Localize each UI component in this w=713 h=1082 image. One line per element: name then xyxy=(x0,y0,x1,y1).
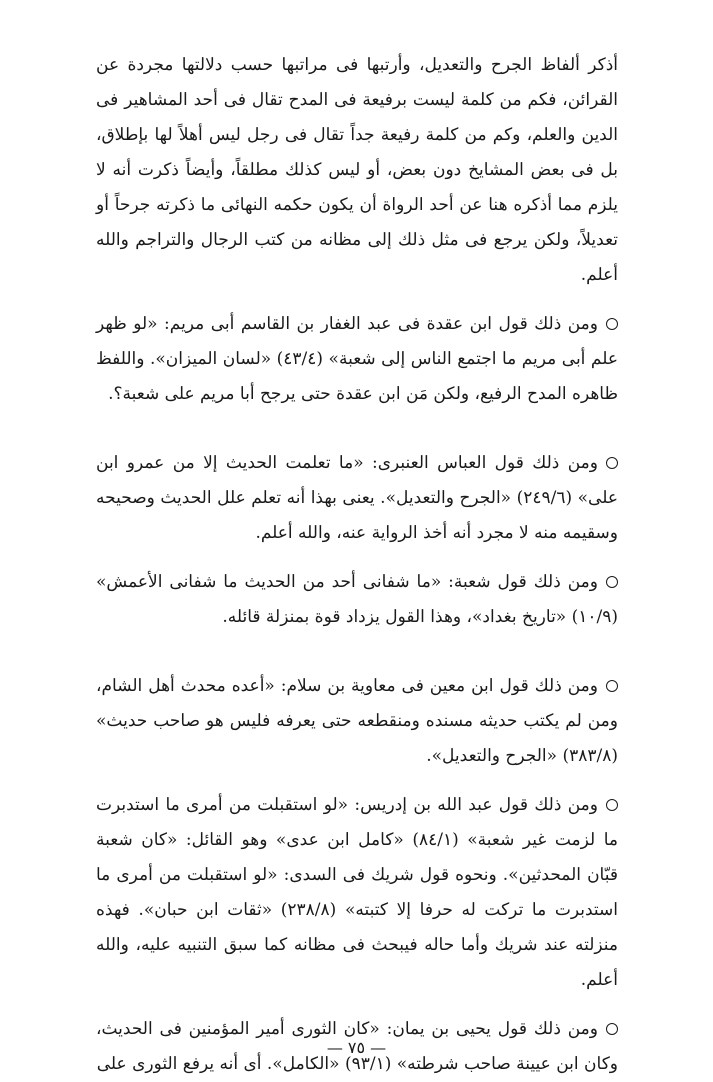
example-paragraph-ibn-uqda xyxy=(96,307,618,412)
paragraph-text: أذكر ألفاظ الجرح والتعديل، وأرتبها فى مراتبها حسب دلالتها مجردة عن القرائن، فكم من كلمة ليست برفيعة فى المدح تقال فى أحد المشاهير فى الدين والعلم، وكم من كلمة رفيعة جداً تقال فى رجل ليس أهلاً لها بإطلاق، بل فى بعض المشايخ دون بعض، أو ليس كذلك مطلقاً، وأيضاً ذكرت أنه لا يلزم مما أذكره هنا عن أحد الرواة أن يكون حكمه النهائى ما ذكرته جرحاً أو تعديلاً، ولكن يرجع فى مثل ذلك إلى مظانه من كتب الرجال والتراجم والله أعلم. xyxy=(96,55,618,285)
intro-paragraph xyxy=(96,48,618,293)
paragraph-text: ومن ذلك قول ابن عقدة فى عبد الغفار بن القاسم أبى مريم: «لو ظهر علم أبى مريم ما اجتمع الناس إلى شعبة» (٤٣/٤) «لسان الميزان». واللفظ ظاهره المدح الرفيع، ولكن مَن ابن عقدة حتى يرجح أبا مريم على شعبة؟. xyxy=(96,314,618,404)
paragraph-text: ومن ذلك قول يحيى بن يمان: «كان الثورى أمير المؤمنين فى الحديث، وكان ابن عيينة صاحب شرطته» (٩٣/١) «الكامل». أى أنه يرفع الثورى على xyxy=(96,1019,618,1074)
page-number: — ٧٥ — xyxy=(326,1038,387,1057)
circle-bullet-icon xyxy=(606,1023,618,1035)
circle-bullet-icon xyxy=(606,799,618,811)
circle-bullet-icon xyxy=(606,457,618,469)
example-paragraph-shuba xyxy=(96,565,618,635)
circle-bullet-icon xyxy=(606,680,618,692)
circle-bullet-icon xyxy=(606,576,618,588)
paragraph-text: ومن ذلك قول شعبة: «ما شفانى أحد من الحديث ما شفانى الأعمش» (١٠/٩) «تاريخ بغداد»، وهذا القول يزداد قوة بمنزلة قائله. xyxy=(96,572,618,627)
example-paragraph-ibn-main xyxy=(96,669,618,774)
page-body xyxy=(96,48,618,1082)
paragraph-text: ومن ذلك قول ابن معين فى معاوية بن سلام: «أعده محدث أهل الشام، ومن لم يكتب حديثه مسنده ومنقطعه حتى يعرفه فليس هو صاحب حديث» (٣٨٣/٨) «الجرح والتعديل». xyxy=(96,676,618,766)
example-paragraph-ibn-idris xyxy=(96,788,618,998)
paragraph-text: ومن ذلك قول عبد الله بن إدريس: «لو استقبلت من أمرى ما استدبرت ما لزمت غير شعبة» (٨٤/١) «كامل ابن عدى» وهو القائل: «كان شعبة قبّان المحدثين». ونحوه قول شريك فى السدى: «لو استقبلت من أمرى ما استدبرت ما تركت له حرفا إلا كتبته» (٢٣٨/٨) «ثقات ابن حبان». فهذه منزلته عند شريك وأما حاله فيبحث فى مظانه كما سبق التنبيه عليه، والله أعلم. xyxy=(96,795,618,990)
circle-bullet-icon xyxy=(606,318,618,330)
paragraph-text: ومن ذلك قول العباس العنبرى: «ما تعلمت الحديث إلا من عمرو ابن على» (٢٤٩/٦) «الجرح والتعديل». يعنى بهذا أنه تعلم علل الحديث وصحيحه وسقيمه منه لا مجرد أنه أخذ الرواية عنه، والله أعلم. xyxy=(96,453,618,543)
example-paragraph-al-anbari xyxy=(96,446,618,551)
